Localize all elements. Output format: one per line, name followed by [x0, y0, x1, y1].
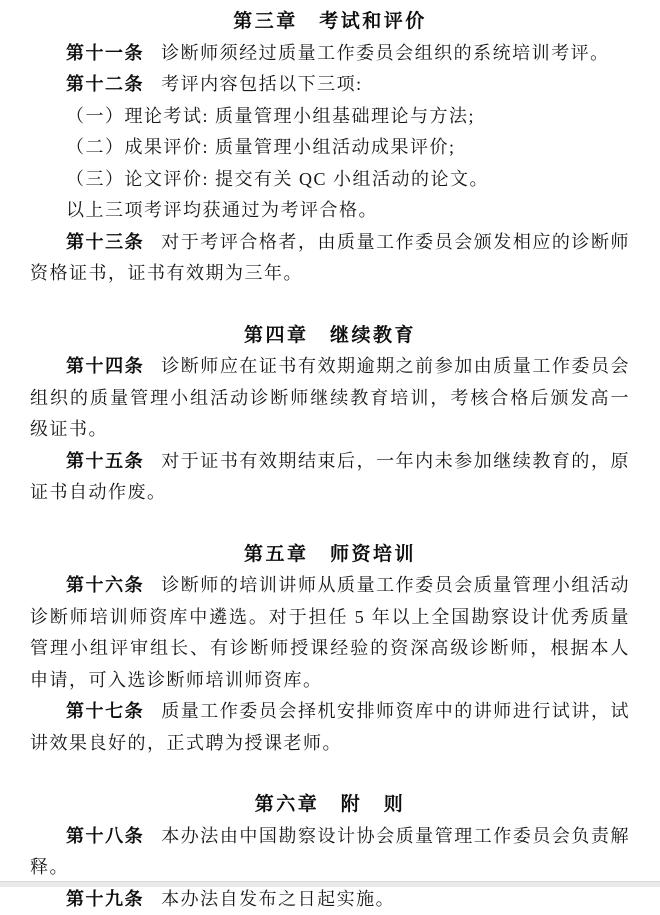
paragraph-text: 诊断师的培训讲师从质量工作委员会质量管理小组活动诊断师培训师资库中遴选。对于担任 5 年以上全国勘察设计优秀质量管理小组评审组长、有诊断师授课经验的资深高级诊断师，根据本人申请，可入选诊断师培训师资库。: [30, 575, 630, 690]
chapter-section: [30, 6, 630, 290]
chapter-section: [30, 539, 630, 760]
paragraph: [30, 570, 630, 696]
chapter-section: [30, 789, 630, 915]
paragraph-text: 对于考评合格者，由质量工作委员会颁发相应的诊断师资格证书，证书有效期为三年。: [30, 232, 630, 284]
article-number: 第十七条: [66, 701, 144, 721]
article-number: 第十二条: [66, 74, 144, 94]
paragraph-text: 以上三项考评均获通过为考评合格。: [66, 200, 378, 220]
chapter-section: [30, 320, 630, 509]
article-number: 第十一条: [66, 43, 144, 63]
article-number: 第十五条: [66, 451, 144, 471]
paragraph: [30, 351, 630, 446]
paragraph-text: 质量工作委员会择机安排师资库中的讲师进行试讲，试讲效果良好的，正式聘为授课老师。: [30, 701, 630, 753]
paragraph-text: 诊断师应在证书有效期逾期之前参加由质量工作委员会组织的质量管理小组活动诊断师继续教育培训，考核合格后颁发高一级证书。: [30, 356, 630, 439]
paragraph-text: （二）成果评价: 质量管理小组活动成果评价;: [66, 137, 456, 157]
article-number: 第十三条: [66, 232, 144, 252]
paragraph: [30, 446, 630, 509]
article-number: 第十四条: [66, 356, 144, 376]
paragraph-text: 对于证书有效期结束后，一年内未参加继续教育的，原证书自动作废。: [30, 451, 630, 503]
paragraph-text: 本办法自发布之日起实施。: [161, 889, 395, 909]
paragraph-text: 诊断师须经过质量工作委员会组织的系统培训考评。: [161, 43, 610, 63]
chapter-heading: 第六章 附 则: [30, 789, 630, 821]
page-bottom-edge: [0, 881, 660, 887]
paragraph: [30, 884, 630, 915]
paragraph: [30, 132, 630, 164]
chapter-heading: 第五章 师资培训: [30, 539, 630, 571]
article-number: 第十九条: [66, 889, 144, 909]
paragraph-text: 考评内容包括以下三项:: [161, 74, 363, 94]
paragraph: [30, 195, 630, 227]
paragraph: [30, 696, 630, 759]
paragraph-text: （一）理论考试: 质量管理小组基础理论与方法;: [66, 106, 475, 126]
article-number: 第十六条: [66, 575, 144, 595]
paragraph: [30, 101, 630, 133]
paragraph: [30, 69, 630, 101]
paragraph: [30, 227, 630, 290]
chapter-heading: 第三章 考试和评价: [30, 6, 630, 38]
article-number: 第十八条: [66, 826, 144, 846]
paragraph: [30, 38, 630, 70]
paragraph: [30, 821, 630, 884]
paragraph: [30, 164, 630, 196]
paragraph-text: 本办法由中国勘察设计协会质量管理工作委员会负责解释。: [30, 826, 630, 878]
chapter-heading: 第四章 继续教育: [30, 320, 630, 352]
paragraph-text: （三）论文评价: 提交有关 QC 小组活动的论文。: [66, 169, 489, 189]
